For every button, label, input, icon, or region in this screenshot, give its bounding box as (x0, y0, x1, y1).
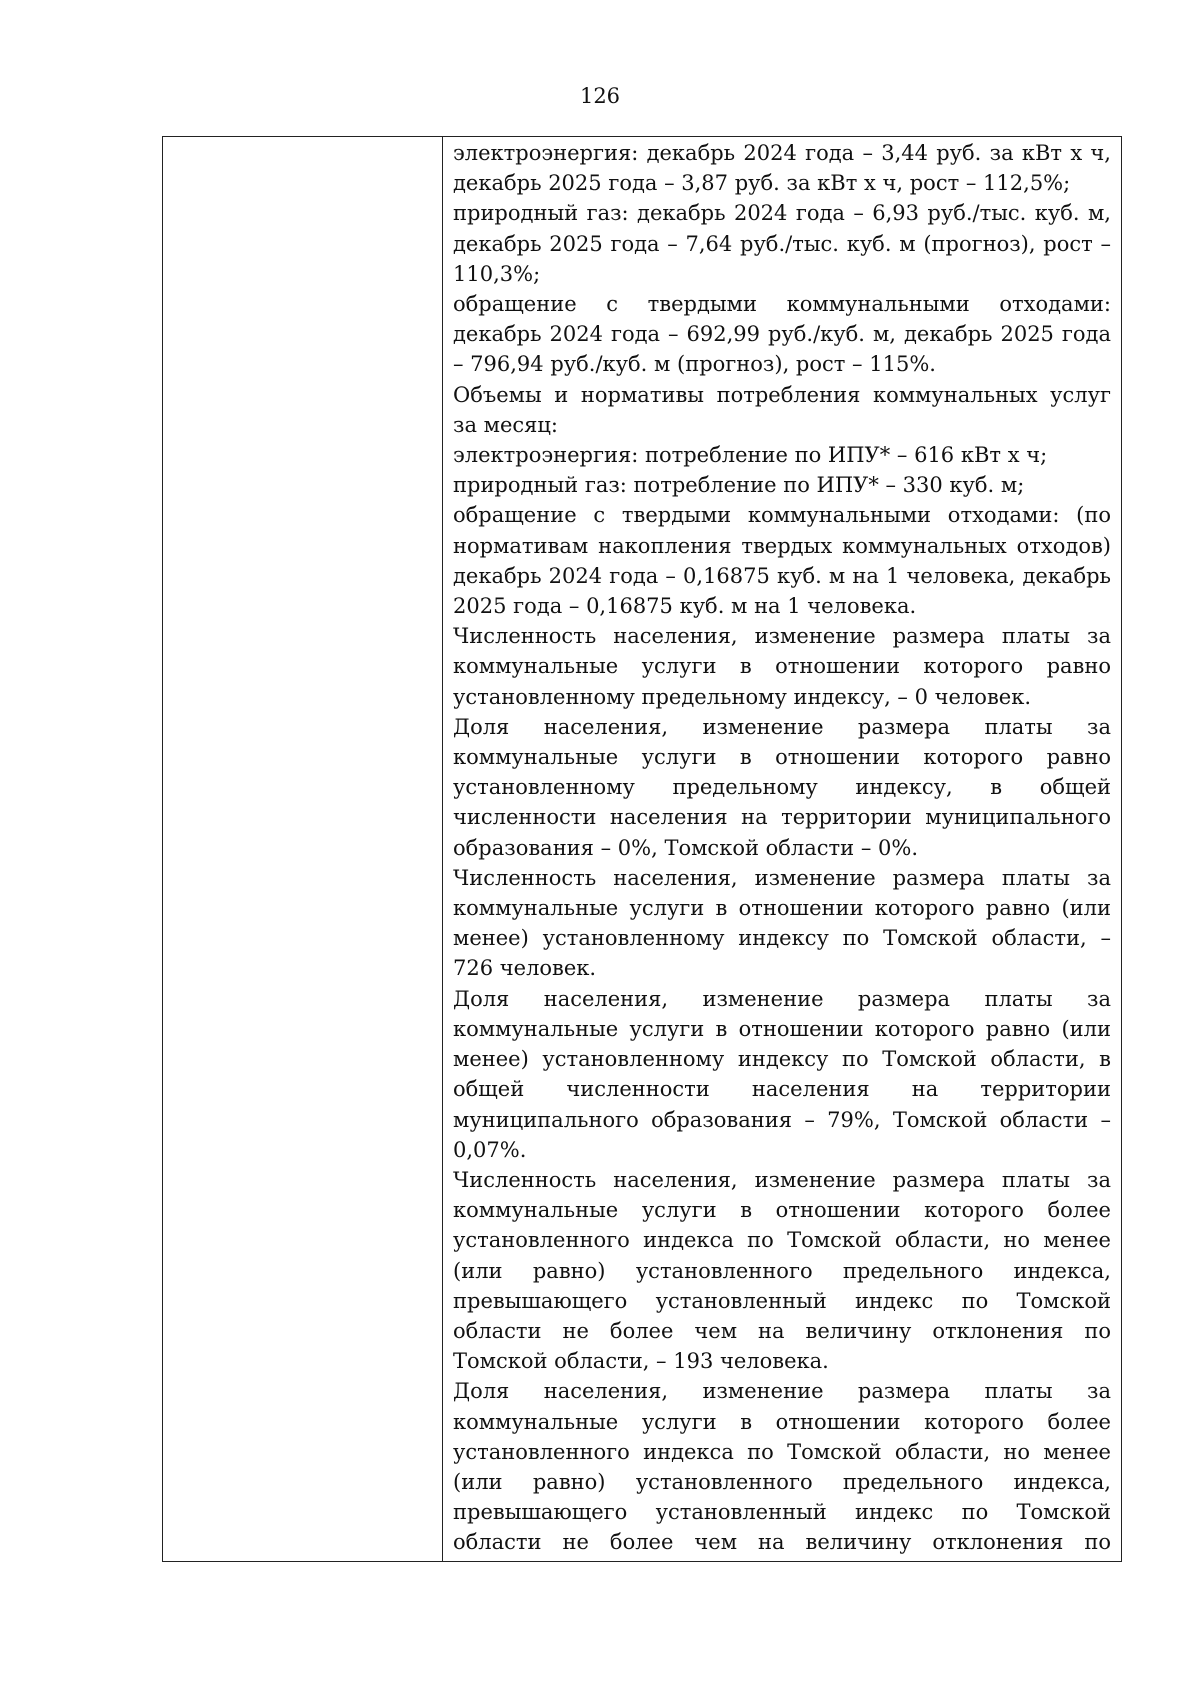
document-table (162, 136, 1122, 1562)
paragraph-waste-tariff: обращение с твердыми коммунальными отходами: декабрь 2024 года – 692,99 руб./куб. м, декабрь 2025 года – 796,94 руб./куб. м (прогноз), рост – 115%. (453, 292, 1111, 377)
table-right-cell (443, 137, 1121, 1561)
paragraph-population-regional-index: Численность населения, изменение размера платы за коммунальные услуги в отношении которого равно (или менее) установленному индексу по Томской области, – 726 человек. (453, 865, 1111, 981)
paragraph-share-above-index: Доля населения, изменение размера платы за коммунальные услуги в отношении которого более установленного индекса по Томской области, но менее (или равно) установленного предельного индекса, превышающего установленный индекс по Томской области не более чем на величину отклонения по (453, 1379, 1111, 1555)
paragraph-share-regional-index: Доля населения, изменение размера платы за коммунальные услуги в отношении которого равно (или менее) установленному индексу по Томской области, в общей численности населения на территории муниципального образования – 79%, Томской области – 0,07%. (453, 986, 1111, 1162)
paragraph-electricity-tariff: электроэнергия: декабрь 2024 года – 3,44 руб. за кВт х ч, декабрь 2025 года – 3,87 руб. за кВт х ч, рост – 112,5%; (453, 141, 1111, 196)
page-number: 126 (579, 84, 621, 108)
paragraph-waste-norms: обращение с твердыми коммунальными отходами: (по нормативам накопления твердых коммунальных отходов) декабрь 2024 года – 0,16875 куб. м на 1 человека, декабрь 2025 года – 0,16875 куб. м на 1 человека. (453, 503, 1111, 619)
paragraph-population-above-index: Численность населения, изменение размера платы за коммунальные услуги в отношении которого более установленного индекса по Томской области, но менее (или равно) установленного предельного индекса, превышающего установленный индекс по Томской области не более чем на величину отклонения по Томской области, – 193 человека. (453, 1167, 1111, 1374)
paragraph-share-limit-index: Доля населения, изменение размера платы за коммунальные услуги в отношении которого равно установленному предельному индексу, в общей численности населения на территории муниципального образования – 0%, Томской области – 0%. (453, 714, 1111, 860)
table-left-cell (163, 137, 443, 1561)
paragraph-population-limit-index: Численность населения, изменение размера платы за коммунальные услуги в отношении которого равно установленному предельному индексу, – 0 человек. (453, 624, 1111, 709)
paragraph-consumption-heading: Объемы и нормативы потребления коммунальных услуг за месяц: (453, 382, 1111, 437)
paragraph-electricity-consumption: электроэнергия: потребление по ИПУ* – 616 кВт х ч; (453, 443, 1048, 468)
paragraph-gas-consumption: природный газ: потребление по ИПУ* – 330 куб. м; (453, 473, 1025, 498)
paragraph-gas-tariff: природный газ: декабрь 2024 года – 6,93 руб./тыс. куб. м, декабрь 2025 года – 7,64 руб./тыс. куб. м (прогноз), рост – 110,3%; (453, 201, 1111, 286)
